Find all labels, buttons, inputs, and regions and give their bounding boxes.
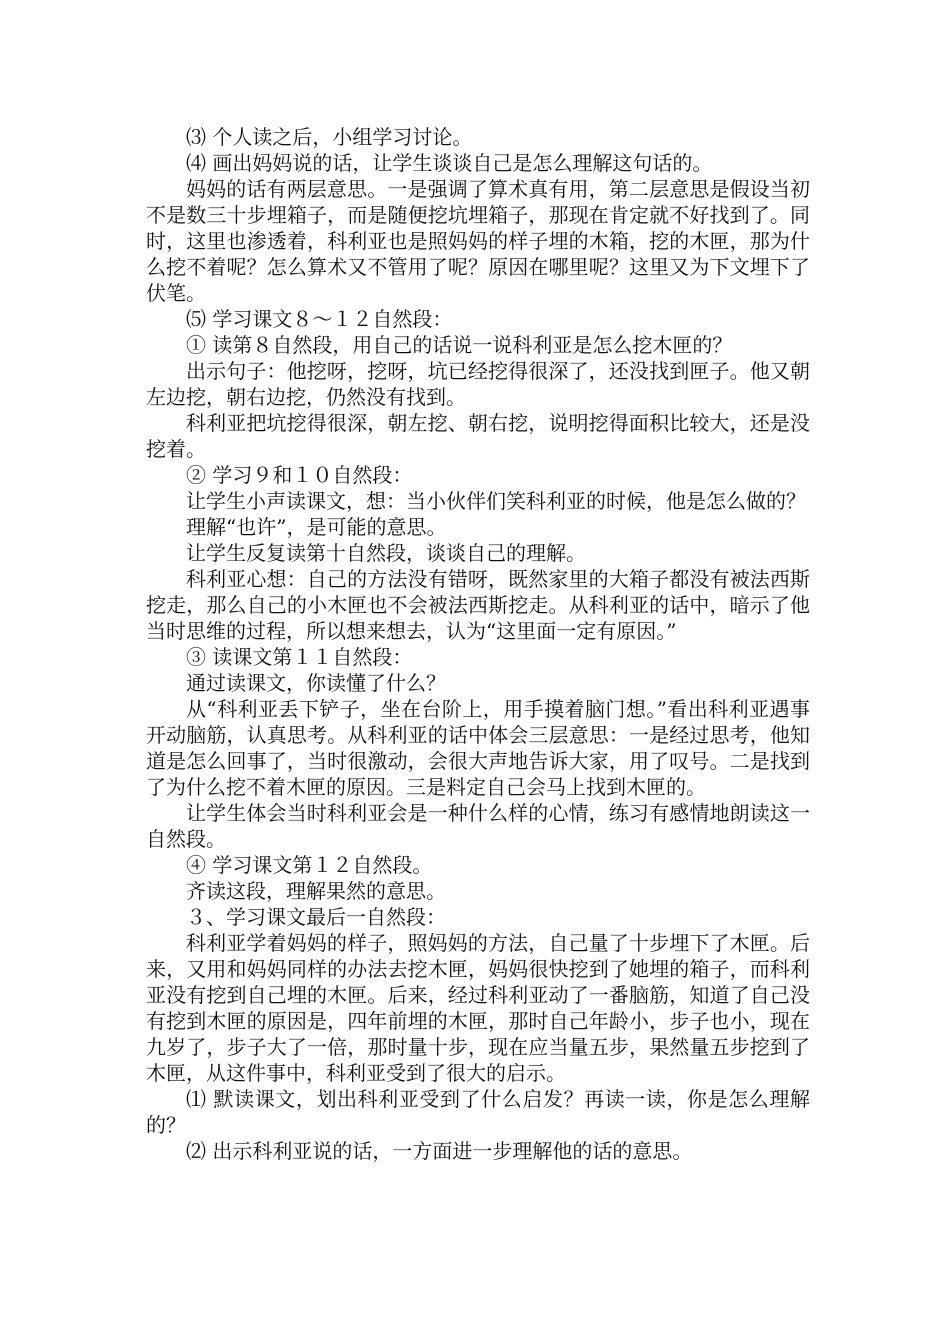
paragraph: ⑵ 出示科利亚说的话，一方面进一步理解他的话的意思。 (186, 1139, 693, 1163)
paragraph: 出示句子：他挖呀，挖呀，坑已经挖得很深了，还没找到匣子。他又朝左边挖，朝右边挖，仍然没有找到。 (146, 359, 810, 409)
paragraph: 科利亚心想：自己的方法没有错呀，既然家里的大箱子都没有被法西斯挖走，那么自己的小木匣也不会被法西斯挖走。从科利亚的话中，暗示了他当时思维的过程，所以想来想去，认为“这里面一定有原因。” (146, 567, 810, 643)
paragraph: 让学生反复读第十自然段，谈谈自己的理解。 (186, 541, 586, 565)
paragraph: ② 学习９和１０自然段： (186, 463, 413, 487)
paragraph: 齐读这段，理解果然的意思。 (186, 879, 446, 903)
paragraph: ③ 读课文第１１自然段： (186, 645, 413, 669)
paragraph: ① 读第８自然段，用自己的话说一说科利亚是怎么挖木匣的？ (186, 333, 733, 357)
paragraph: ⑸ 学习课文８～１２自然段： (186, 307, 453, 331)
paragraph: ④ 学习课文第１２自然段。 (186, 853, 433, 877)
paragraph: 让学生小声读课文，想：当小伙伴们笑科利亚的时候，他是怎么做的？ (186, 489, 806, 513)
paragraph: ⑶ 个人读之后，小组学习讨论。 (186, 125, 473, 149)
paragraph: ３、学习课文最后一自然段： (186, 905, 446, 929)
paragraph: 让学生体会当时科利亚会是一种什么样的心情，练习有感情地朗读这一自然段。 (146, 801, 810, 851)
paragraph: ⑷ 画出妈妈说的话，让学生谈谈自己是怎么理解这句话的。 (186, 151, 713, 175)
paragraph: 妈妈的话有两层意思。一是强调了算术真有用，第二层意思是假设当初不是数三十步埋箱子，而是随便挖坑埋箱子，那现在肯定就不好找到了。同时，这里也渗透着，科利亚也是照妈妈的样子埋的木箱，挖的木匣，那为什么挖不着呢？怎么算术又不管用了呢？原因在哪里呢？这里又为下文埋下了伏笔。 (146, 177, 810, 305)
paragraph: 理解“也许”，是可能的意思。 (186, 515, 447, 539)
paragraph: 科利亚把坑挖得很深，朝左挖、朝右挖，说明挖得面积比较大，还是没挖着。 (146, 411, 810, 461)
paragraph: 从“科利亚丢下铲子，坐在台阶上，用手摸着脑门想。”看出科利亚遇事开动脑筋，认真思考。从科利亚的话中体会三层意思：一是经过思考，他知道是怎么回事了，当时很激动，会很大声地告诉大家，用了叹号。二是找到了为什么挖不着木匣的原因。三是料定自己会马上找到木匣的。 (146, 697, 810, 799)
paragraph: ⑴ 默读课文，划出科利亚受到了什么启发？再读一读，你是怎么理解的？ (146, 1087, 810, 1137)
document-body (146, 124, 810, 1164)
paragraph: 科利亚学着妈妈的样子，照妈妈的方法，自己量了十步埋下了木匣。后来，又用和妈妈同样的办法去挖木匣，妈妈很快挖到了她埋的箱子，而科利亚没有挖到自己埋的木匣。后来，经过科利亚动了一番脑筋，知道了自己没有挖到木匣的原因是，四年前埋的木匣，那时自己年龄小，步子也小，现在九岁了，步子大了一倍，那时量十步，现在应当量五步，果然量五步挖到了木匣，从这件事中，科利亚受到了很大的启示。 (146, 931, 810, 1085)
paragraph: 通过读课文，你读懂了什么？ (186, 671, 446, 695)
